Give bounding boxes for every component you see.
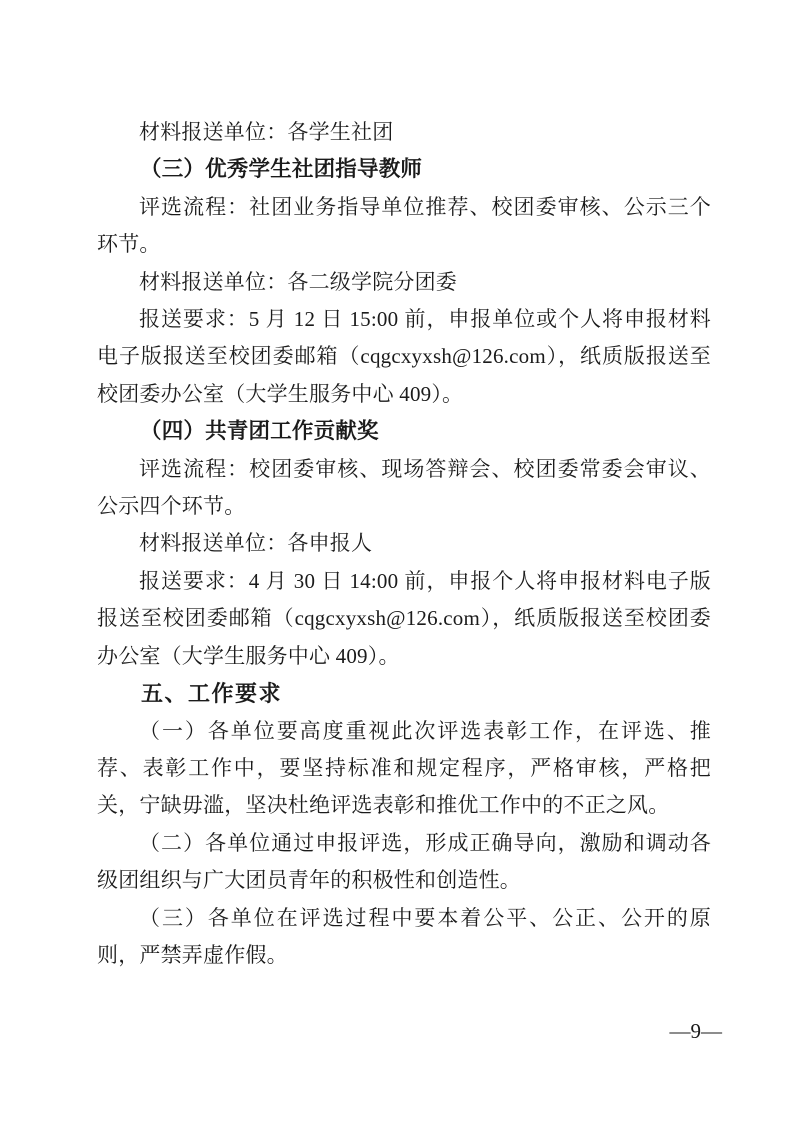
paragraph-requirement-2: （二）各单位通过申报评选，形成正确导向，激励和调动各级团组织与广大团员青年的积极性和创造性。 <box>97 830 711 893</box>
page-number: —9— <box>669 1019 722 1043</box>
heading-section-5-work-requirements: 五、工作要求 <box>141 681 283 707</box>
paragraph-requirement-1: （一）各单位要高度重视此次评选表彰工作，在评选、推荐、表彰工作中，要坚持标准和规定程序，严格审核，严格把关，宁缺毋滥，坚决杜绝评选表彰和推优工作中的不正之风。 <box>97 718 711 818</box>
paragraph-selection-process-contribution: 评选流程：校团委审核、现场答辩会、校团委常委会审议、公示四个环节。 <box>97 456 711 519</box>
paragraph-selection-process-advisor: 评选流程：社团业务指导单位推荐、校团委审核、公示三个环节。 <box>97 194 711 257</box>
heading-section-4-contribution-award: （四）共青团工作贡献奖 <box>140 419 379 444</box>
paragraph-material-unit-societies: 材料报送单位：各学生社团 <box>139 120 394 144</box>
paragraph-material-unit-college-committees: 材料报送单位：各二级学院分团委 <box>139 269 457 294</box>
paragraph-submission-requirements-apr30: 报送要求：4 月 30 日 14:00 前，申报个人将申报材料电子版报送至校团委邮箱（cqgcxyxsh@126.com），纸质版报送至校团委办公室（大学生服务中心 409）。 <box>97 568 711 668</box>
paragraph-requirement-3: （三）各单位在评选过程中要本着公平、公正、公开的原则，严禁弄虚作假。 <box>97 905 711 967</box>
document-body <box>97 114 711 974</box>
heading-section-3-outstanding-advisor: （三）优秀学生社团指导教师 <box>140 157 423 182</box>
paragraph-submission-requirements-may12: 报送要求：5 月 12 日 15:00 前，申报单位或个人将申报材料电子版报送至校团委邮箱（cqgcxyxsh@126.com），纸质版报送至校团委办公室（大学生服务中心 409）。 <box>97 307 711 406</box>
paragraph-material-unit-applicants: 材料报送单位：各申报人 <box>139 531 373 556</box>
